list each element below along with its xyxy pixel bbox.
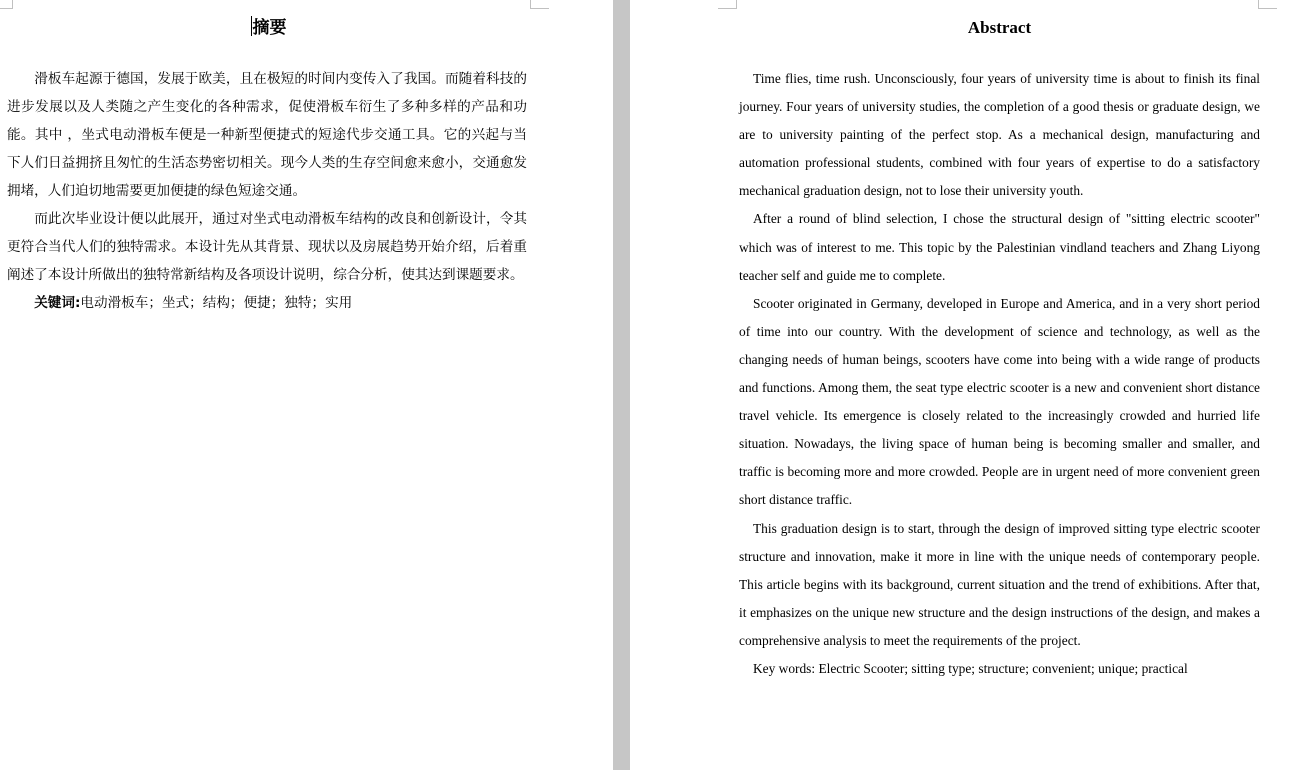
keywords-label: 关键词: bbox=[34, 295, 81, 311]
chinese-title-text: 摘要 bbox=[252, 18, 287, 38]
english-keywords[interactable]: Key words: Electric Scooter; sitting type; structure; convenient; unique; practical bbox=[753, 660, 1188, 676]
english-paragraph-2[interactable]: After a round of blind selection, I chose the structural design of "sitting electric scooter" which was of interest to me. This topic by the Palestinian vindland teachers and Zhang Liyong teacher self and guide me to complete. bbox=[739, 211, 1260, 283]
english-paragraph-1[interactable]: Time flies, time rush. Unconsciously, four years of university time is about to finish its final journey. Four years of university studies, the completion of a good thesis or graduate design, we are to university painting of the perfect stop. As a mechanical design, manufacturing and automation professional students, combined with four years of expertise to do a satisfactory mechanical graduation design, not to lose their university youth. bbox=[739, 71, 1260, 199]
english-page-title: Abstract bbox=[967, 18, 1032, 37]
chinese-paragraph-2[interactable]: 而此次毕业设计便以此展开，通过对坐式电动滑板车结构的改良和创新设计，令其更符合当代人们的独特需求。本设计先从其背景、现状以及房展趋势开始介绍，后着重阐述了本设计所做出的独特常新结构及各项设计说明，综合分析，使其达到课题要求。 bbox=[7, 211, 527, 283]
chinese-page-title bbox=[0, 16, 537, 40]
english-abstract-page[interactable] bbox=[630, 0, 1307, 770]
chinese-keywords[interactable] bbox=[7, 289, 527, 317]
chinese-abstract-body[interactable] bbox=[7, 65, 527, 317]
crop-mark bbox=[530, 0, 549, 9]
english-paragraph-3[interactable]: Scooter originated in Germany, developed in Europe and America, and in a very short period of time into our country. With the development of science and technology, as well as the changing needs of human beings, scooters have come into being with a wide range of products and functions. Among them, the seat type electric scooter is a new and convenient short distance travel vehicle. Its emergence is closely related to the increasingly crowded and hurried life situation. Nowadays, the living space of human being is becoming smaller and smaller, and traffic is becoming more and more crowded. People are in urgent need of more convenient green short distance traffic. bbox=[739, 295, 1260, 508]
english-abstract-body[interactable] bbox=[739, 65, 1260, 683]
crop-mark bbox=[0, 0, 13, 9]
page-gutter bbox=[613, 0, 630, 770]
crop-mark bbox=[718, 0, 737, 9]
crop-mark bbox=[1258, 0, 1277, 9]
chinese-abstract-page[interactable] bbox=[0, 0, 613, 770]
text-cursor bbox=[251, 16, 252, 36]
keywords-text: 电动滑板车；坐式；结构；便捷；独特；实用 bbox=[80, 295, 353, 311]
chinese-paragraph-1[interactable]: 滑板车起源于德国，发展于欧美，且在极短的时间内变传入了我国。而随着科技的进步发展以及人类随之产生变化的各种需求，促使滑板车衍生了多种多样的产品和功能。其中 ，坐式电动滑板车便是一种新型便捷式的短途代步交通工具。它的兴起与当下人们日益拥挤且匆忙的生活态势密切相关。现今人类的生存空间愈来愈小，交通愈发拥堵，人们迫切地需要更加便捷的绿色短途交通。 bbox=[7, 71, 527, 199]
english-paragraph-4[interactable]: This graduation design is to start, through the design of improved sitting type electric scooter structure and innovation, make it more in line with the unique needs of contemporary people. This article begins with its background, current situation and the trend of exhibitions. After that, it emphasizes on the unique new structure and the design instructions of the design, and makes a comprehensive analysis to meet the requirements of the project. bbox=[739, 520, 1260, 648]
